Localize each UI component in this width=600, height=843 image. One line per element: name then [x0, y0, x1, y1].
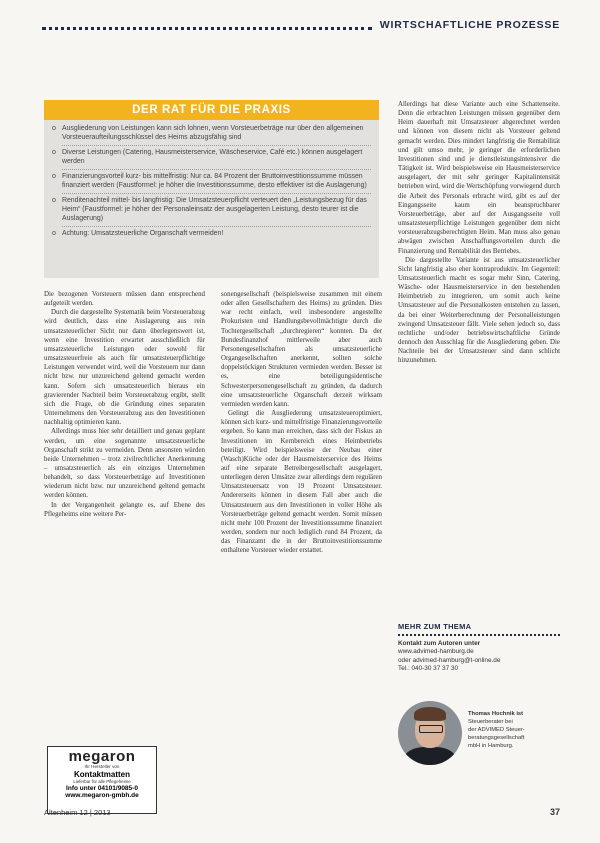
ad-text: Ihr Hersteller von: [84, 764, 120, 769]
tip-text: Finanzierungsvorteil kurz- bis mittelfristig: Nur ca. 84 Prozent der Bruttoinvestitionssumme müssen finanziert werden (Faustformel: je höher die Investitionssumme, desto effektiver ist die Auslagerung): [62, 173, 367, 189]
contact-phone: Tel.: 040-30 37 37 30: [398, 665, 459, 673]
ad-logo: megaron: [68, 748, 136, 765]
tip-item: [52, 196, 371, 227]
ad-website: www.megaron-gmbh.de: [65, 791, 139, 799]
paragraph: Allerdings muss hier sehr detailliert und genau geplant werden, um eine sogenannte umsatzsteuerliche Organschaft strikt zu vermeiden. Denn ansonsten würden beide Unternehmen – trotz zivilrechtlicher Anerkennung – umsatzsteuerlich als ein einziges Unternehmen behandelt, so dass Vorsteuerbeträge auf Investitionen wiederum nicht bzw. nur unzureichend geltend gemacht werden können.: [44, 428, 205, 500]
publication-issue: Altenheim 12 | 2013: [44, 808, 111, 817]
tip-list: [44, 124, 379, 238]
section-title: WIRTSCHAFTLICHE PROZESSE: [379, 19, 560, 31]
tip-item: [52, 229, 371, 238]
tip-item: [52, 124, 371, 146]
author-bio-line: mbH in Hamburg.: [468, 743, 514, 749]
tip-text: Renditenachteil mittel- bis langfristig: Die Umsatzsteuerpflicht verteuert den „Leistungsbezug für das Heim“ (Faustformel: je höher der Personaleinsatz der ausgelagerten Leistung, desto teurer ist die Auslagerung): [62, 197, 367, 222]
author-bio-line: beratungsgesellschaft: [468, 735, 525, 741]
paragraph: Die dargestellte Variante ist aus umsatzsteuerlicher Sicht langfristig also eher kontraproduktiv. Im Gegenteil: Umsatzsteuerlich macht es sogar mehr Sinn, Catering, Wäsche- oder Hausmeisterservice in den bestehenden Heimbetrieb zu integrieren, um somit auch keine Umsatzsteuer auf die Personalkosten entstehen zu lassen, da bei einer Weiterberechnung der Personalleistungen zwingend Umsatzsteuer fällt. Viele sehen jedoch so, dass rechtliche und/oder betriebswirtschaftliche Gründe dennoch den Ausschlag für die Ausgliederung geben. Die Nachteile bei der Umsatzsteuer sind dann schlicht hinzunehmen.: [398, 256, 560, 365]
author-box: [398, 698, 560, 768]
tip-text: Achtung: Umsatzsteuerliche Organschaft vermeiden!: [62, 230, 224, 237]
section-header: [42, 18, 560, 38]
author-bio-line: Steuerberater bei: [468, 719, 513, 725]
body-column-3: [398, 100, 560, 366]
ad-headline: Kontaktmatten: [73, 770, 130, 779]
more-info-heading: MEHR ZUM THEMA: [398, 622, 472, 631]
tip-item: [52, 172, 371, 194]
paragraph: sonengesellschaft (beispielsweise zusammen mit einem oder allen Gesellschaftern des Heims) zu gründen. Dies war recht einfach, weil insbesondere angestellte Prokuristen und Handlungsbevollmächtigte durch die Tochtergesellschaft „durchregieren“ konnten. Da der Bundesfinanzhof mittlerweile aber auch Personengesellschaften als umsatzsteuerliche Organgesellschaften anerkennt, sollten solche doppelstöckigen Strukturen vermieden werden. Besser ist es, eine beteiligungsidentische Schwesterpersonengesellschaft zu gründen, da dadurch eine umsatzsteuerliche Organschaft derzeit wirksam vermieden werden kann.: [221, 291, 382, 408]
author-photo: [398, 701, 462, 765]
paragraph: Gelingt die Ausgliederung umsatzsteueroptimiert, können sich kurz- und mittelfristige Finanzierungsvorteile ergeben. So kann man erreichen, dass sich der Fiskus an Investitionen im Kernbereich eines Heimbetriebs beteiligt. Wird beispielsweise der Neubau einer (Wasch)Küche oder der Hausmeisterservice des Heims auf eine separate Betreibergesellschaft ausgelagert, unterliegen deren Umsätze zwar allerdings dem regulären Umsatzsteuersatz von 19 Prozent Umsatzsteuer. Andererseits können in diesem Fall aber auch die Umsatzsteuern aus den Investitionen in voller Höhe als Vorsteuerbeträge geltend gemacht werden. Somit müssen nicht mehr 100 Prozent der Investitionssumme finanziert werden, sondern nur noch lediglich rund 84 Prozent, da das Finanzamt die in der Bruttoinvestitionssumme enthaltene Vorsteuer wieder erstattet.: [221, 410, 382, 555]
contact-email: oder advimed-hamburg@t-online.de: [398, 656, 501, 664]
paragraph: Allerdings hat diese Variante auch eine Schattenseite. Denn die erbrachten Leistungen müssen gegenüber dem Heim dauerhaft mit Umsatzsteuer abgerechnet werden und können von diesem nicht als Vorsteuer geltend gemacht werden. Dies mindert langfristig die Rentabilität und gilt umso mehr, je geringer die erforderlichen Investitionen sind und je dienstleistungsintensiver die Tätigkeit ist. Wird beispielsweise ein Hausmeisterservice ausgelagert, der mit sehr geringer Kapitalintensität betrieben wird, wird die Wertschöpfung vorwiegend durch die Arbeit des Personals erbracht wird, gibt es auf der Eingangsseite kaum ein beanspruchbarer Vorsteuerbeträge, aber auf der Ausgangsseite voll umsatzsteuerpflichtige Leistungen gegenüber dem nicht vorsteuerabzugsberechtigten Heim. Man muss also genau abwägen zwischen Anschaffungsvorteilen durch die Finanzierung und Rentabilität des Betriebes.: [398, 101, 560, 255]
tip-box-header: [44, 100, 379, 120]
author-bio: [468, 710, 560, 750]
dotted-rule: [42, 27, 372, 30]
page-number: 37: [549, 807, 560, 817]
paragraph: Die bezogenen Vorsteuern müssen dann entsprechend aufgeteilt werden.: [44, 291, 205, 308]
author-bio-line: der ADVIMED Steuer-: [468, 727, 525, 733]
tip-text: Ausgliederung von Leistungen kann sich lohnen, wenn Vorsteuerbeträge nur über den allgemeinen Vorsteueraufteilungsschlüssel des Heims abzugsfähig sind: [62, 125, 364, 141]
paragraph: In der Vergangenheit gelangte es, auf Ebene des Pflegeheims eine weitere Per-: [44, 501, 205, 518]
author-name: Thomas Hochnik ist: [468, 711, 524, 717]
ad-phone: Info unter 04101/9085-0: [66, 784, 138, 792]
more-info-box: [398, 622, 560, 674]
ad-text: Lieferbar für alle Pflegeheime: [73, 779, 131, 784]
contact-intro: Kontakt zum Autoren unter: [398, 640, 481, 647]
dotted-rule: [398, 634, 560, 636]
more-info-text: [398, 640, 560, 674]
body-column-2: [221, 290, 382, 556]
tip-item: [52, 148, 371, 170]
tip-box-title: DER RAT FÜR DIE PRAXIS: [132, 104, 291, 116]
advertisement: [47, 746, 157, 814]
tip-box: [44, 100, 379, 278]
contact-website: www.advimed-hamburg.de: [398, 648, 474, 656]
paragraph: Durch die dargestellte Systematik beim Vorsteuerabzug wird deutlich, dass eine Auslagerung aus rein umsatzsteuerlicher Sicht nur dann überlegenswert ist, wenn eine Investition erwartet ausschließlich für umsatzsteuerliche Leistungen oder sowohl für umsatzsteuerfreie als auch für umsatzsteuerpflichtige Leistungen verwendet wird, weil die Vorsteuern nur dann nicht bzw. nur unzureichend geltend gemacht werden kann. Sofern sich umsatzsteuerlich hieraus ein gravierender Nachteil beim Vorsteuerabzug ergibt, stellt sich die Frage, ob die Gründung eines separaten Unternehmens den Vorsteuerabzug aus den Investitionen nachhaltig optimieren kann.: [44, 309, 205, 427]
body-column-1: [44, 290, 205, 519]
page-footer: [44, 808, 560, 817]
tip-text: Diverse Leistungen (Catering, Hausmeisterservice, Wäscheservice, Café etc.) können ausgelagert werden: [62, 149, 363, 165]
